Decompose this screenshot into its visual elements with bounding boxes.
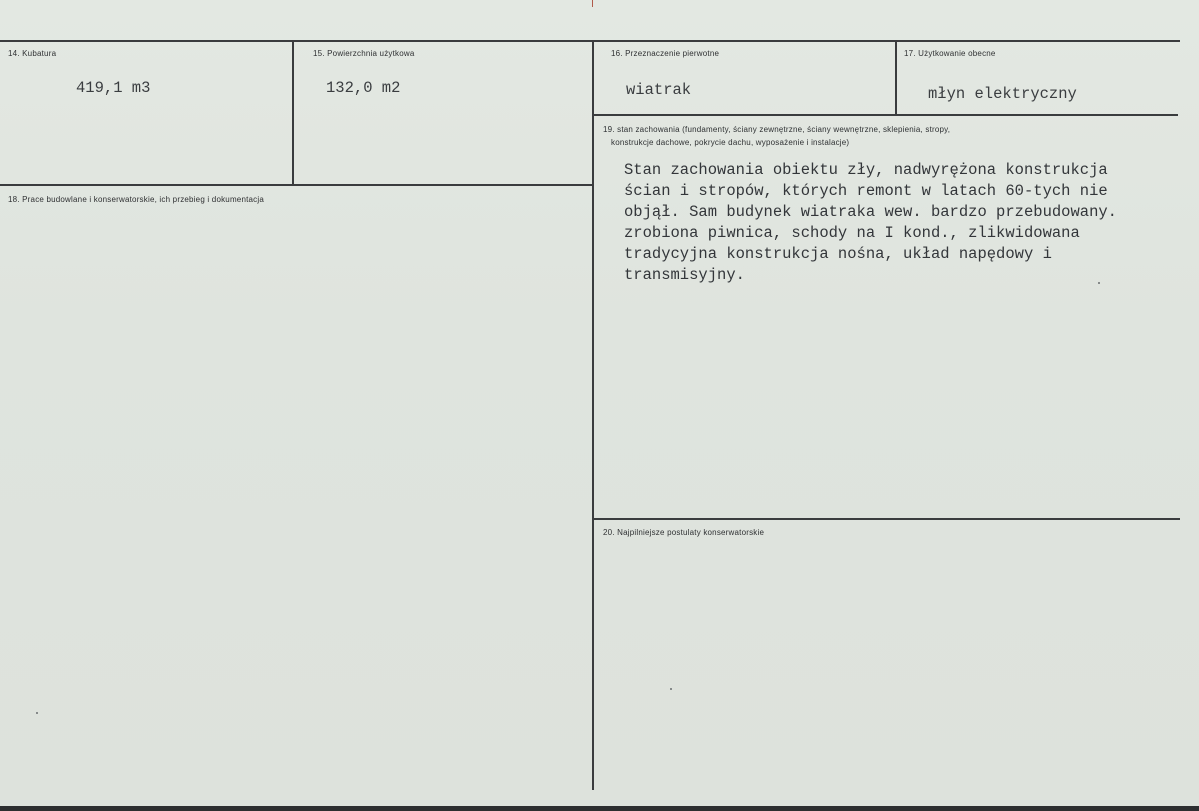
field-19-line: Stan zachowania obiektu zły, nadwyrężona konstrukcja (624, 161, 1108, 179)
field-14-value: 419,1 m3 (76, 79, 151, 97)
rule-under-16-17 (594, 114, 1178, 116)
divider-main (592, 40, 594, 790)
field-19-label-line2: konstrukcje dachowe, pokrycie dachu, wyposażenie i instalacje) (611, 138, 850, 147)
field-19-line: zrobiona piwnica, schody na I kond., zlikwidowana (624, 224, 1080, 242)
field-19-line: tradycyjna konstrukcja nośna, układ napędowy i (624, 245, 1052, 263)
card-bottom-edge (0, 806, 1199, 811)
field-19-label-line1: 19. stan zachowania (fundamenty, ściany zewnętrzne, ściany wewnętrzne, sklepienia, stropy, (603, 125, 951, 134)
field-17-value: młyn elektryczny (928, 85, 1077, 103)
scan-speck (670, 688, 672, 690)
field-16-value: wiatrak (626, 81, 692, 99)
scan-speck (1098, 282, 1100, 284)
rule-under-14-15 (0, 184, 594, 186)
field-19-text (624, 160, 1117, 286)
top-margin-mark (592, 0, 593, 7)
rule-under-19 (594, 518, 1180, 520)
top-rule (0, 40, 1180, 42)
field-15-value: 132,0 m2 (326, 79, 401, 97)
field-19-line: ścian i stropów, których remont w latach 60-tych nie (624, 182, 1108, 200)
field-15-label: 15. Powierzchnia użytkowa (313, 49, 415, 58)
field-19-line: objął. Sam budynek wiatraka wew. bardzo przebudowany. (624, 203, 1117, 221)
field-14-label: 14. Kubatura (8, 49, 57, 58)
field-17-label: 17. Użytkowanie obecne (904, 49, 996, 58)
divider-14-15 (292, 40, 294, 185)
field-19-line: transmisyjny. (624, 266, 745, 284)
scan-speck (36, 712, 38, 714)
divider-16-17 (895, 40, 897, 115)
field-16-label: 16. Przeznaczenie pierwotne (611, 49, 720, 58)
field-18-label: 18. Prace budowlane i konserwatorskie, ich przebieg i dokumentacja (8, 195, 265, 204)
field-20-label: 20. Najpilniejsze postulaty konserwatorskie (603, 528, 765, 537)
